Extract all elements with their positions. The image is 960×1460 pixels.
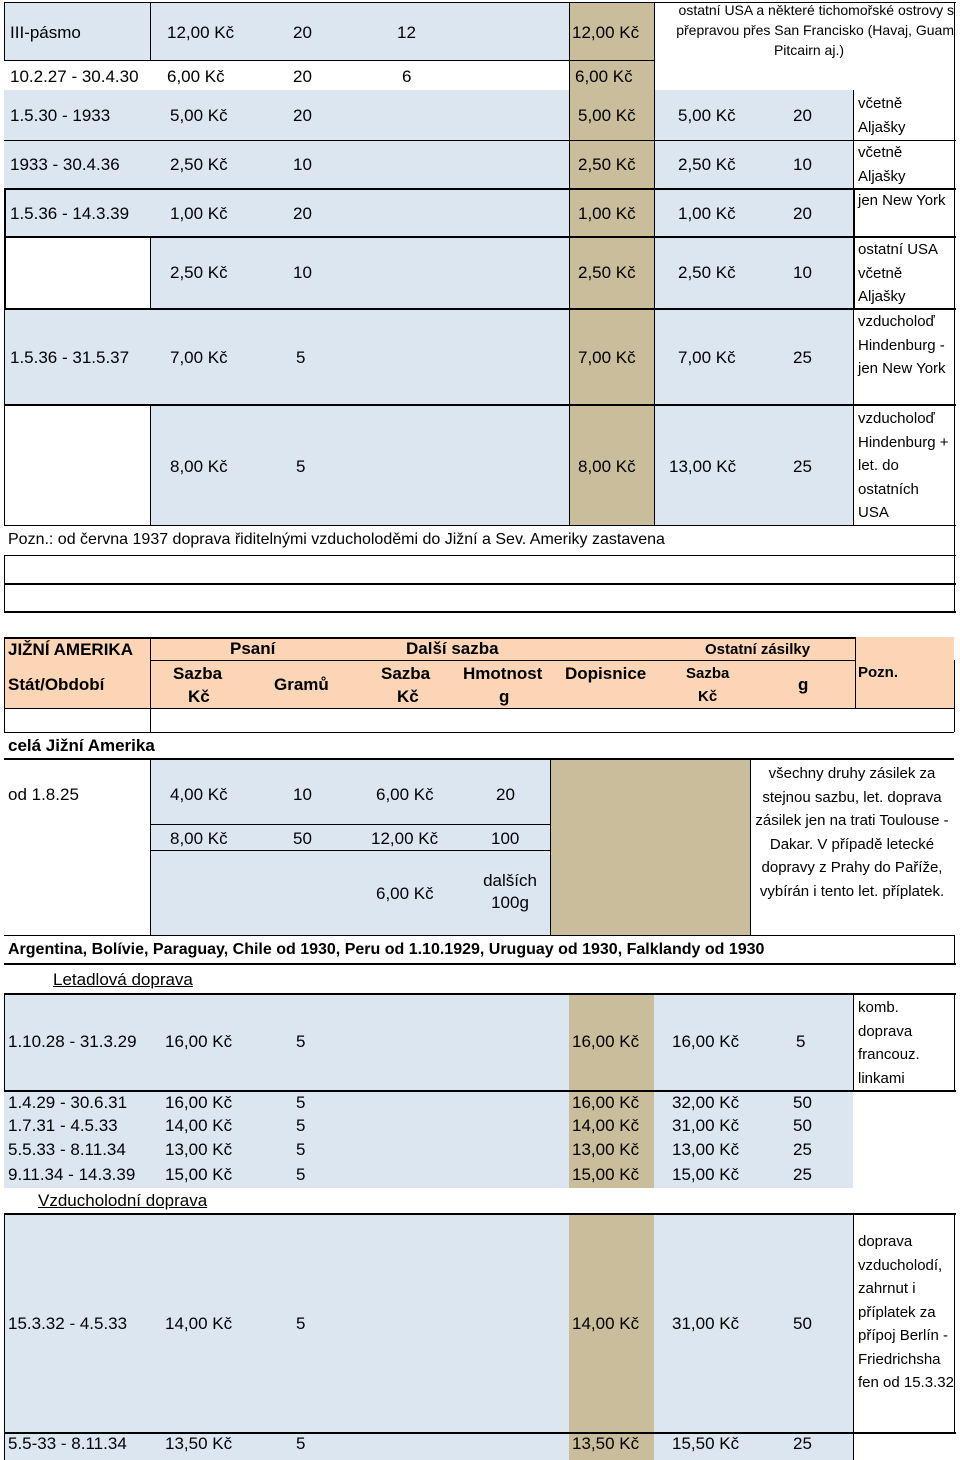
sa-kc-2: Kč: [397, 687, 419, 706]
sa-air-other: 15,00 Kč: [572, 1165, 640, 1184]
sa-zep-other: 14,00 Kč: [572, 1314, 640, 1333]
top-grams: 20: [293, 67, 312, 86]
sa-zep-other: 13,50 Kč: [572, 1434, 640, 1453]
top-grams: 10: [293, 263, 312, 282]
sa-air-priority-rate: 13,00 Kč: [672, 1140, 740, 1159]
sa-air-rate: 16,00 Kč: [165, 1093, 233, 1112]
sa-air-other: 13,00 Kč: [572, 1140, 640, 1159]
top-rate: 8,00 Kč: [170, 457, 228, 476]
sa-zep-priority-grams: 50: [793, 1314, 812, 1333]
top-priority-grams: 25: [793, 457, 812, 476]
top-priority-grams: 20: [793, 106, 812, 125]
sa-next: 6,00 Kč: [376, 884, 434, 903]
sa-air-priority-rate: 31,00 Kč: [672, 1116, 740, 1135]
sa-hmotnost: Hmotnost: [463, 664, 543, 683]
sa-zep-remark: doprava vzducholodí, zahrnut i příplatek za přípoj Berlín - Friedrichsha fen od 15.3.32: [858, 1233, 954, 1391]
top-next: 12: [397, 23, 416, 42]
sa-air-grams: 5: [296, 1093, 306, 1112]
top-rate: 6,00 Kč: [167, 67, 225, 86]
top-other: 12,00 Kč: [572, 23, 640, 42]
sa-zep-period: 15.3.32 - 4.5.33: [8, 1314, 128, 1333]
sa-air-priority-grams: 25: [793, 1165, 812, 1184]
top-rate: 2,50 Kč: [170, 155, 228, 174]
sa-period: od 1.8.25: [8, 785, 79, 804]
top-grams: 5: [296, 457, 306, 476]
sa-pozn: Pozn.: [858, 664, 898, 681]
sa-next: 6,00 Kč: [376, 785, 434, 804]
sa-zep-title: Vzducholodní doprava: [38, 1191, 208, 1210]
sa-tan-col: [550, 760, 750, 935]
sa-gramu: Gramů: [274, 675, 329, 694]
sa-air-rate: 14,00 Kč: [165, 1116, 233, 1135]
sa-air-rate: 15,00 Kč: [165, 1165, 233, 1184]
sa-next-grams: 20: [496, 785, 515, 804]
top-grams: 20: [293, 106, 312, 125]
top-period: 1.5.36 - 14.3.39: [10, 204, 130, 223]
top-grams: 20: [293, 23, 312, 42]
sa-remark: všechny druhy zásilek za stejnou sazbu, let. doprava zásilek jen na trati Toulouse - Dakar. V případě letecké dopravy z Prahy do Paříže, vybírán i tento let. příplatek.: [755, 765, 949, 900]
sa-air-grams: 5: [296, 1032, 306, 1051]
top-remark: ostatní USA včetně Aljašky: [858, 241, 938, 305]
top-other: 6,00 Kč: [575, 67, 633, 86]
sa-zep-priority-grams: 25: [793, 1434, 812, 1453]
top-other: 1,00 Kč: [578, 204, 636, 223]
top-grams: 10: [293, 155, 312, 174]
top-remark: včetně Aljašky: [858, 144, 906, 185]
sa-air-title: Letadlová doprava: [53, 970, 193, 989]
sa-air-other: 16,00 Kč: [572, 1093, 640, 1112]
sa-g-2: g: [798, 675, 809, 694]
top-other: 5,00 Kč: [578, 106, 636, 125]
top-period: 1.5.30 - 1933: [10, 106, 111, 125]
top-priority-rate: 2,50 Kč: [678, 155, 736, 174]
sa-kc-3: Kč: [698, 688, 718, 705]
top-priority-rate: 7,00 Kč: [678, 348, 736, 367]
sa-zep-rate: 14,00 Kč: [165, 1314, 233, 1333]
top-note: ostatní USA a některé tichomořské ostrovy s přepravou přes San Francisko (Havaj, Guam Pitcairn aj.): [676, 2, 954, 58]
sa-air-remark: komb. doprava francouz. linkami: [858, 999, 920, 1087]
sa-air-priority-rate: 32,00 Kč: [672, 1093, 740, 1112]
sa-rate: 8,00 Kč: [170, 829, 228, 848]
sa-air-period: 5.5.33 - 8.11.34: [8, 1140, 126, 1159]
sa-air-period: 1.7.31 - 4.5.33: [8, 1116, 118, 1135]
top-priority-rate: 5,00 Kč: [678, 106, 736, 125]
top-priority-rate: 13,00 Kč: [669, 457, 737, 476]
sa-zep-grams: 5: [296, 1314, 306, 1333]
sa-dalsi: Další sazba: [406, 639, 499, 658]
top-period: 1933 - 30.4.36: [10, 155, 120, 174]
top-row-0-bg: [4, 2, 569, 60]
sa-air-grams: 5: [296, 1116, 306, 1135]
sa-air-priority-grams: 25: [793, 1140, 812, 1159]
sa-air-priority-grams: 5: [796, 1032, 806, 1051]
top-rate: 1,00 Kč: [170, 204, 228, 223]
sa-psani: Psaní: [230, 639, 276, 658]
sa-dopisnice: Dopisnice: [565, 664, 647, 683]
top-priority-grams: 20: [793, 204, 812, 223]
sa-zep-rate: 13,50 Kč: [165, 1434, 233, 1453]
sa-air-priority-rate: 15,00 Kč: [672, 1165, 740, 1184]
sa-air-other: 16,00 Kč: [572, 1032, 640, 1051]
sa-sazba-1: Sazba: [173, 664, 223, 683]
top-rate: 2,50 Kč: [170, 263, 228, 282]
sa-air-rate: 13,00 Kč: [165, 1140, 233, 1159]
top-remark: vzducholoď Hindenburg - jen New York: [858, 313, 946, 377]
top-rate: 12,00 Kč: [167, 23, 235, 42]
top-other: 2,50 Kč: [578, 263, 636, 282]
top-priority-rate: 1,00 Kč: [678, 204, 736, 223]
top-period-white-2: [4, 405, 150, 525]
sa-region: JIŽNÍ AMERIKA: [8, 640, 133, 659]
sa-sazba-2: Sazba: [381, 664, 431, 683]
sa-ostatni: Ostatní zásilky: [705, 641, 811, 658]
sa-next-grams: dalších 100g: [483, 871, 537, 912]
top-remark: včetně Aljašky: [858, 95, 906, 136]
top-other: 7,00 Kč: [578, 348, 636, 367]
sa-kc-1: Kč: [188, 687, 210, 706]
sa-air-priority-grams: 50: [793, 1116, 812, 1135]
sa-stat: Stát/Období: [8, 675, 105, 694]
top-remark: jen New York: [858, 192, 946, 209]
sa-air-period: 9.11.34 - 14.3.39: [8, 1165, 136, 1184]
top-footnote: Pozn.: od června 1937 doprava řiditelnými vzducholoděmi do Jižní a Sev. Ameriky zastavena: [8, 531, 665, 548]
sa-zep-grams: 5: [296, 1434, 306, 1453]
top-priority-grams: 10: [793, 263, 812, 282]
sa-grams: 10: [293, 785, 312, 804]
top-period: 1.5.36 - 31.5.37: [10, 348, 130, 367]
top-period: 10.2.27 - 30.4.30: [10, 67, 139, 86]
sa-rate: 4,00 Kč: [170, 785, 228, 804]
top-priority-grams: 25: [793, 348, 812, 367]
top-remark: vzducholoď Hindenburg + let. do ostatních USA: [858, 410, 949, 521]
sa-air-other: 14,00 Kč: [572, 1116, 640, 1135]
sa-air-priority-rate: 16,00 Kč: [672, 1032, 740, 1051]
sa-g-1: g: [499, 687, 510, 706]
sa-air-period: 1.10.28 - 31.3.29: [8, 1032, 137, 1051]
top-rate: 5,00 Kč: [170, 106, 228, 125]
top-grams: 5: [296, 348, 306, 367]
top-period: III-pásmo: [10, 23, 81, 42]
sa-next: 12,00 Kč: [371, 829, 439, 848]
sa-sazba-3: Sazba: [686, 665, 730, 682]
sa-grams: 50: [293, 829, 312, 848]
sa-zep-period: 5.5-33 - 8.11.34: [8, 1434, 127, 1453]
sa-zep-tan: [569, 1214, 654, 1460]
top-rate: 7,00 Kč: [170, 348, 228, 367]
sa-air-rate: 16,00 Kč: [165, 1032, 233, 1051]
top-next: 6: [402, 67, 412, 86]
sa-zep-priority-rate: 31,00 Kč: [672, 1314, 740, 1333]
sa-air-grams: 5: [296, 1165, 306, 1184]
top-other: 2,50 Kč: [578, 155, 636, 174]
top-priority-grams: 10: [793, 155, 812, 174]
sa-section: celá Jižní Amerika: [8, 736, 155, 755]
sa-zep-priority-rate: 15,50 Kč: [672, 1434, 740, 1453]
top-period-white: [4, 236, 150, 309]
top-priority-rate: 2,50 Kč: [678, 263, 736, 282]
sa-air-priority-grams: 50: [793, 1093, 812, 1112]
sa-next-grams: 100: [491, 829, 520, 848]
sa-air-period: 1.4.29 - 30.6.31: [8, 1093, 128, 1112]
top-other: 8,00 Kč: [578, 457, 636, 476]
sa-countries: Argentina, Bolívie, Paraguay, Chile od 1930, Peru od 1.10.1929, Uruguay od 1930, Falklandy od 1930: [8, 941, 765, 958]
sa-air-grams: 5: [296, 1140, 306, 1159]
top-grams: 20: [293, 204, 312, 223]
